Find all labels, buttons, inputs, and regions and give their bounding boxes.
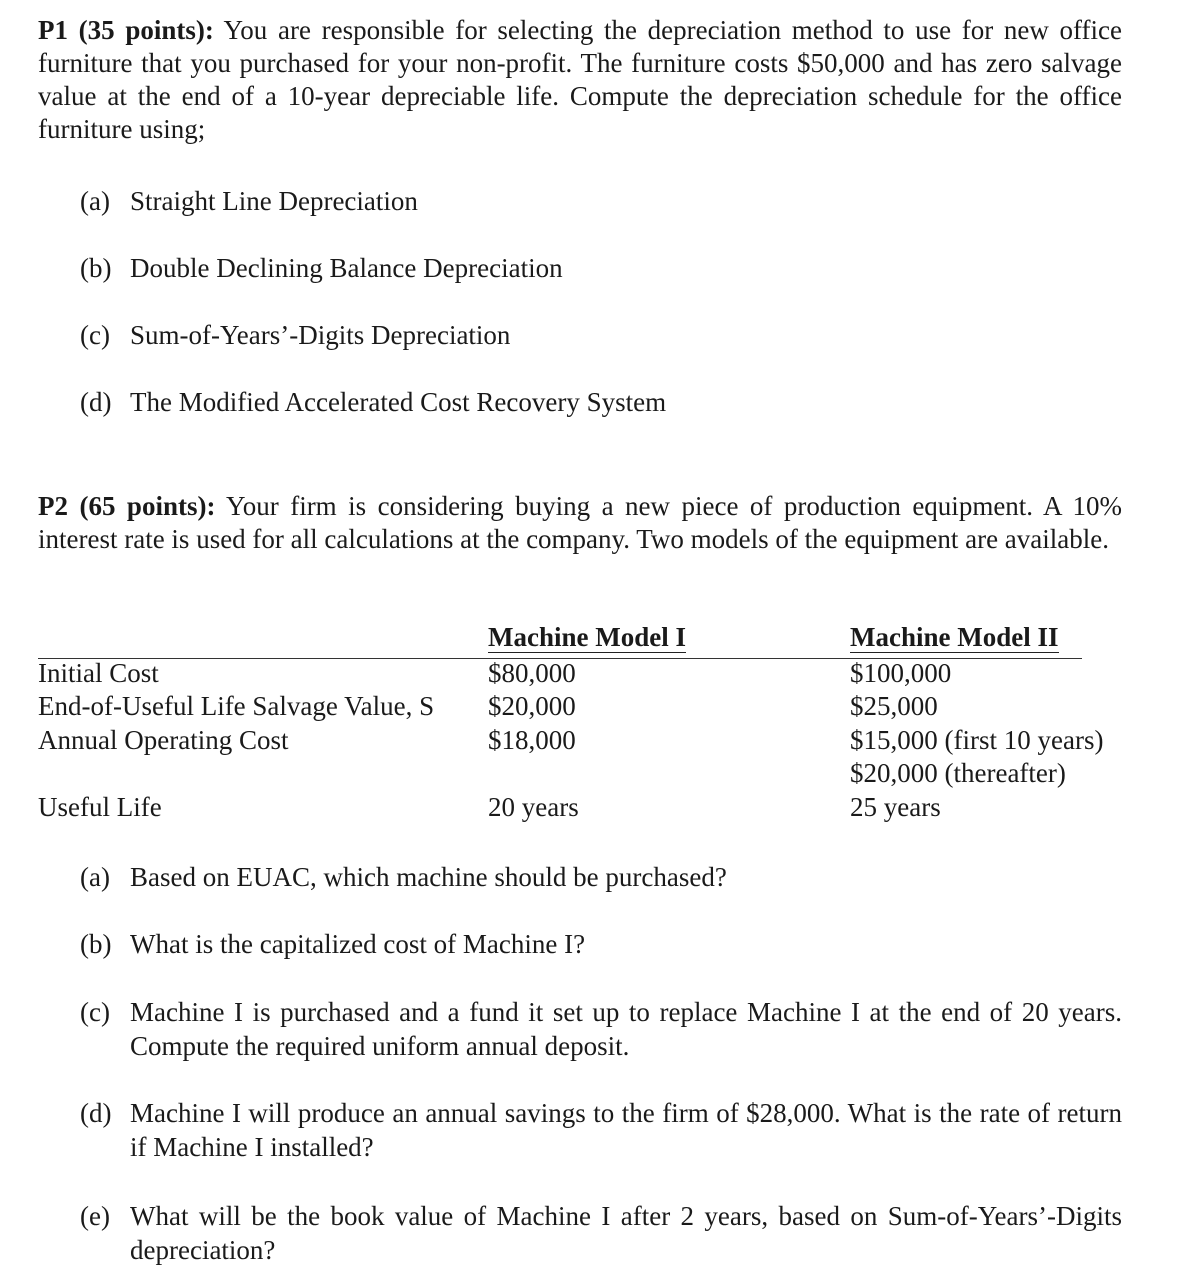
cell-m2-operating-cost: $15,000 (first 10 years) — [850, 725, 1104, 755]
cell-m2-salvage: $25,000 — [850, 691, 938, 721]
p2-item-d — [38, 1096, 1122, 1164]
p1-item-text: Sum-of-Years’-Digits Depreciation — [130, 320, 511, 350]
p1-item-label: (b) — [80, 253, 112, 283]
p1-item-text: The Modified Accelerated Cost Recovery System — [130, 387, 667, 417]
p2-item-text: Machine I is purchased and a fund it set up to replace Machine I at the end of 20 years. Compute the required uniform annual deposit. — [130, 997, 1122, 1061]
p1-item-text: Straight Line Depreciation — [130, 186, 418, 216]
p1-item-a — [38, 184, 1122, 218]
p1-item-label: (c) — [80, 320, 110, 350]
cell-m1-useful-life: 20 years — [488, 792, 579, 822]
p2-item-label: (c) — [80, 997, 110, 1027]
p2-item-a — [38, 860, 1122, 894]
p1-item-text: Double Declining Balance Depreciation — [130, 253, 563, 283]
cell-m2-initial-cost: $100,000 — [850, 658, 952, 688]
machine-comparison-table — [38, 622, 1122, 822]
p2-item-text: Based on EUAC, which machine should be purchased? — [130, 862, 727, 892]
row-label-useful-life: Useful Life — [38, 792, 162, 822]
p2-item-e — [38, 1199, 1122, 1267]
p2-item-label: (b) — [80, 929, 112, 959]
p1-item-b — [38, 251, 1122, 285]
col-header-machine-2: Machine Model II — [850, 622, 1059, 652]
p2-item-text: What will be the book value of Machine I after 2 years, based on Sum-of-Years’-Digits depreciation? — [130, 1201, 1122, 1265]
p1-item-label: (a) — [80, 186, 110, 216]
p2-item-text: Machine I will produce an annual savings to the firm of $28,000. What is the rate of return if Machine I installed? — [130, 1098, 1122, 1162]
cell-m2-operating-cost-thereafter: $20,000 (thereafter) — [850, 758, 1066, 788]
p2-heading: P2 (65 points): — [38, 491, 216, 521]
row-label-salvage: End-of-Useful Life Salvage Value, S — [38, 691, 435, 721]
p2-item-label: (e) — [80, 1201, 110, 1231]
p2-item-label: (d) — [80, 1098, 112, 1128]
p2-statement — [38, 490, 1122, 556]
p2-item-label: (a) — [80, 862, 110, 892]
col-header-machine-1: Machine Model I — [488, 622, 686, 652]
p1-item-d — [38, 385, 1122, 419]
row-label-initial-cost: Initial Cost — [38, 658, 159, 688]
cell-m1-operating-cost: $18,000 — [488, 725, 576, 755]
p2-text: Your firm is considering buying a new piece of production equipment. A 10% interest rate is used for all calculations at the company. Two models of the equipment are available. — [38, 491, 1123, 554]
p1-item-c — [38, 318, 1122, 352]
p2-item-c — [38, 995, 1122, 1063]
p1-heading: P1 (35 points): — [38, 15, 214, 45]
cell-m1-salvage: $20,000 — [488, 691, 576, 721]
row-label-operating-cost: Annual Operating Cost — [38, 725, 289, 755]
p2-item-b — [38, 927, 1122, 961]
p1-text: You are responsible for selecting the depreciation method to use for new office furniture that you purchased for your non-profit. The furniture costs $50,000 and has zero salvage value at the end of a 10-year depreciable life. Compute the depreciation schedule for the office furniture using; — [38, 15, 1123, 144]
p1-statement — [38, 14, 1122, 146]
cell-m2-useful-life: 25 years — [850, 792, 941, 822]
p2-item-text: What is the capitalized cost of Machine I? — [130, 929, 586, 959]
cell-m1-initial-cost: $80,000 — [488, 658, 576, 688]
p1-item-label: (d) — [80, 387, 112, 417]
